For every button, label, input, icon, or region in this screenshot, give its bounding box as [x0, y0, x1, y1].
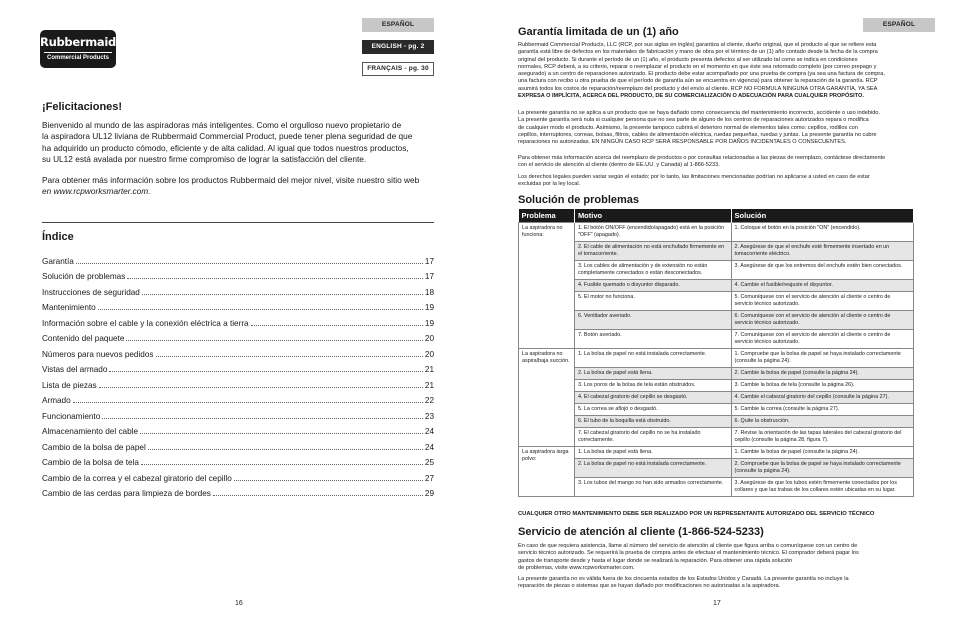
- cause-cell: 5. La correa se aflojó o desgastó.: [574, 403, 731, 415]
- toc-title: Cambio de la correa y el cabezal giratorio del cepillo: [42, 473, 232, 483]
- toc-page: 21: [424, 365, 434, 374]
- solution-cell: 6. Comuníquese con el servicio de atención al cliente o centro de servicio técnico autorizado.: [731, 310, 913, 329]
- divider: [42, 222, 434, 223]
- solution-cell: 2. Cambie la bolsa de papel (consulte la página 24).: [731, 367, 913, 379]
- toc-leader-dots: [98, 309, 423, 310]
- cause-cell: 3. Los tubos del mango no han sido armados correctamente.: [574, 477, 731, 496]
- toc-page: 19: [424, 318, 434, 328]
- cause-cell: 2. La bolsa de papel está llena.: [574, 367, 731, 379]
- tab-francais[interactable]: FRANÇAIS - pg. 30: [362, 62, 434, 76]
- toc-row[interactable]: [42, 452, 434, 468]
- toc-leader-dots: [141, 464, 423, 465]
- table-row: [519, 367, 914, 379]
- toc-page: 20: [424, 334, 434, 343]
- toc-row[interactable]: [42, 405, 434, 421]
- toc-page: 20: [424, 349, 434, 359]
- toc-row[interactable]: [42, 328, 434, 344]
- toc-row[interactable]: [42, 374, 434, 390]
- toc-row[interactable]: [42, 467, 434, 483]
- toc-title: Cambio de las cerdas para limpieza de bordes: [42, 489, 211, 498]
- toc-title: Solución de problemas: [42, 272, 126, 281]
- toc-page: 17: [424, 256, 434, 266]
- toc-leader-dots: [234, 480, 423, 481]
- toc-leader-dots: [102, 418, 423, 419]
- problem-cell: La aspiradora no funciona:: [519, 222, 575, 348]
- problem-cell: La aspiradora larga polvo:: [519, 446, 575, 496]
- table-row: [519, 446, 914, 458]
- table-footer-note: CUALQUIER OTRO MANTENIMIENTO DEBE SER REALIZADO POR UN REPRESENTANTE AUTORIZADO DEL SERVICIO TÉCNICO: [518, 511, 875, 517]
- table-row: [519, 279, 914, 291]
- toc-row[interactable]: [42, 390, 434, 406]
- toc-leader-dots: [73, 402, 423, 403]
- table-row: [519, 241, 914, 260]
- toc-title: Cambio de la bolsa de tela: [42, 458, 139, 467]
- cause-cell: 1. El botón ON/OFF (encendido/apagado) está en la posición "OFF" (apagado).: [574, 222, 731, 241]
- page-number-right: 17: [713, 600, 721, 607]
- toc-page: 22: [424, 396, 434, 405]
- table-row: [519, 310, 914, 329]
- toc-leader-dots: [148, 449, 423, 450]
- troubleshooting-table: [518, 209, 914, 497]
- header-motivo: Motivo: [574, 209, 731, 222]
- toc-page: 24: [424, 427, 434, 436]
- toc-title: Garantía: [42, 256, 74, 266]
- solution-cell: 5. Cambie la correa (consulte la página 27).: [731, 403, 913, 415]
- toc-page: 29: [424, 489, 434, 498]
- toc-page: 23: [424, 411, 434, 421]
- solution-cell: 7. Revise la orientación de las tapas laterales del cabezal giratorio del cepillo (consulte la página 28, figura 7).: [731, 427, 913, 446]
- table-row: [519, 291, 914, 310]
- website-paragraph: Para obtener más información sobre los productos Rubbermaid del mejor nivel, visite nuestro sitio web en www.rcpworksmarter.com.: [42, 175, 420, 197]
- toc-leader-dots: [140, 433, 423, 434]
- intro-paragraph: Bienvenido al mundo de las aspiradoras más inteligentes. Como el orgulloso nuevo propietario de la aspiradora UL12 liviana de Rubbermaid Commercial Product, puede tener plena seguridad de que ha adquirido un producto cómodo, eficiente y de alta calidad. Al igual que todos nuestros productos, su UL12 está avalada por nuestro firme compromiso de lograr la satisfacción del cliente.: [42, 120, 413, 165]
- cause-cell: 7. El cabezal giratorio del cepillo no se ha instalado correctamente.: [574, 427, 731, 446]
- cause-cell: 1. La bolsa de papel está llena.: [574, 446, 731, 458]
- table-row: [519, 415, 914, 427]
- cause-cell: 4. Fusible quemado o disyuntor disparado.: [574, 279, 731, 291]
- header-problema: Problema: [519, 209, 575, 222]
- solution-cell: 3. Cambie la bolsa de tela (consulte la página 26).: [731, 379, 913, 391]
- tab-espanol[interactable]: ESPAÑOL: [362, 18, 434, 32]
- table-row: [519, 222, 914, 241]
- cause-cell: 2. La bolsa de papel no está instalada correctamente.: [574, 458, 731, 477]
- toc-title: Números para nuevos pedidos: [42, 349, 154, 359]
- table-row: [519, 458, 914, 477]
- solution-cell: 4. Cambie el cabezal giratorio del cepillo (consulte la página 27).: [731, 391, 913, 403]
- header-solucion: Solución: [731, 209, 913, 222]
- toc-leader-dots: [99, 387, 423, 388]
- toc-row[interactable]: [42, 436, 434, 452]
- table-body: [519, 222, 914, 496]
- warranty-paragraph-1: Rubbermaid Commercial Products, LLC (RCP, por sus siglas en inglés) garantiza al cliente, dueño original, que el producto al que se refiere esta garantía está libre de defectos en los materiales de fabricación y mano de obra por el término de un (1) año contado desde la fecha de la compra original del producto. Si durante el período de un (1) año, el producto presenta defectos al ser utilizado tal como se indica en condiciones normales, RCP deberá, a su criterio, reparar o reemplazar el producto en el momento en que éste sea retornado completo (por correo prepago y asegurado) a un centro de reparaciones autorizado. El producto debe estar acompañado por una prueba de compra (ya sea una factura de compra, una factura con recibo u otra prueba de que el período de garantía aún se encuentra en vigencia) para obtener la reparación de la garantía. RCP asumirá todos los costos de reparación/reemplazo del producto y del envío al cliente. RCP NO FORMULA NINGUNA OTRA GARANTÍA, YA SEA EXPRESA O IMPLÍCITA, ACERCA DEL PRODUCTO, DE SU COMERCIALIZACIÓN O ADECUACIÓN PARA CUALQUIER PROPÓSITO.: [518, 42, 885, 100]
- cause-cell: 1. La bolsa de papel no está instalada correctamente.: [574, 348, 731, 367]
- toc-title: Contenido del paquete: [42, 334, 125, 343]
- table-row: [519, 391, 914, 403]
- tab-espanol-right[interactable]: ESPAÑOL: [863, 18, 935, 32]
- solution-cell: 2. Compruebe que la bolsa de papel se haya instalado correctamente (consulte la página 24).: [731, 458, 913, 477]
- cause-cell: 3. Los cables de alimentación y de extensión no están completamente conectados o están desconectados.: [574, 260, 731, 279]
- toc-leader-dots: [127, 278, 423, 279]
- index-heading: Índice: [42, 231, 74, 243]
- table-row: [519, 260, 914, 279]
- toc-page: 24: [424, 442, 434, 452]
- toc-leader-dots: [142, 294, 423, 295]
- troubleshoot-heading: Solución de problemas: [518, 194, 640, 206]
- toc-title: Instrucciones de seguridad: [42, 287, 140, 297]
- service-heading: Servicio de atención al cliente (1-866-524-5233): [518, 526, 764, 538]
- toc-leader-dots: [126, 340, 422, 341]
- toc-row[interactable]: [42, 312, 434, 328]
- toc-leader-dots: [109, 371, 423, 372]
- congrats-heading: ¡Felicitaciones!: [42, 101, 123, 113]
- toc-row[interactable]: [42, 483, 434, 499]
- toc-leader-dots: [76, 263, 423, 264]
- toc-row[interactable]: [42, 421, 434, 437]
- rubbermaid-logo: [40, 30, 116, 68]
- toc-title: Cambio de la bolsa de papel: [42, 442, 146, 452]
- toc-page: 19: [424, 303, 434, 312]
- toc-page: 25: [424, 458, 434, 467]
- toc-row[interactable]: [42, 343, 434, 359]
- service-paragraph-2: La presente garantía no es válida fuera de los cincuenta estados de los Estados Unidos y Canadá. La presente garantía no incluye la reparación de piezas o sistemas que se hayan dañado por modificaciones no autorizadas a la aspiradora.: [518, 576, 849, 590]
- solution-cell: 5. Comuníquese con el servicio de atención al cliente o centro de servicio técnico autorizado.: [731, 291, 913, 310]
- solution-cell: 1. Cambie la bolsa de papel (consulte la página 24).: [731, 446, 913, 458]
- solution-cell: 7. Comuníquese con el servicio de atención al cliente o centro de servicio técnico autorizado.: [731, 329, 913, 348]
- toc-page: 21: [424, 380, 434, 390]
- table-row: [519, 477, 914, 496]
- toc-leader-dots: [213, 495, 423, 496]
- cause-cell: 6. Ventilador averiado.: [574, 310, 731, 329]
- toc-page: 17: [424, 272, 434, 281]
- cause-cell: 2. El cable de alimentación no está enchufado firmemente en el tomacorriente.: [574, 241, 731, 260]
- toc-row[interactable]: [42, 297, 434, 313]
- logo-wordmark: Rubbermaid: [40, 35, 116, 49]
- toc-title: Lista de piezas: [42, 380, 97, 390]
- cause-cell: 6. El tubo de la boquilla está obstruido.: [574, 415, 731, 427]
- table-row: [519, 427, 914, 446]
- solution-cell: 3. Asegúrese de que los tubos estén firmemente conectados por los collares y que las trabas de los collares estén ubicadas en su lugar.: [731, 477, 913, 496]
- table-row: [519, 379, 914, 391]
- cause-cell: 7. Botón averiado.: [574, 329, 731, 348]
- toc-title: Información sobre el cable y la conexión eléctrica a tierra: [42, 318, 249, 328]
- warranty-paragraph-4: Los derechos legales pueden variar según el estado; por lo tanto, las limitaciones mencionadas podrían no aplicarse a usted en caso de estar excluidas por la ley local.: [518, 174, 870, 188]
- toc-title: Vistas del armado: [42, 365, 108, 374]
- cause-cell: 4. El cabezal giratorio del cepillo se desgastó.: [574, 391, 731, 403]
- tab-english[interactable]: ENGLISH - pg. 2: [362, 40, 434, 54]
- table-row: [519, 348, 914, 367]
- solution-cell: 2. Asegúrese de que el enchufe esté firmemente insertado en un tomacorriente eléctrico.: [731, 241, 913, 260]
- toc-row[interactable]: [42, 250, 434, 266]
- page-number-left: 16: [235, 600, 243, 607]
- solution-cell: 4. Cambie el fusible/reajuste el disyuntor.: [731, 279, 913, 291]
- toc-title: Armado: [42, 396, 71, 405]
- solution-cell: 3. Asegúrese de que los extremos del enchufe estén bien conectados.: [731, 260, 913, 279]
- toc-title: Funcionamiento: [42, 411, 101, 421]
- toc-row[interactable]: [42, 359, 434, 375]
- toc-row[interactable]: [42, 266, 434, 282]
- toc-leader-dots: [156, 356, 423, 357]
- solution-cell: 1. Coloque el botón en la posición "ON" (encendido).: [731, 222, 913, 241]
- table-row: [519, 403, 914, 415]
- toc-page: 18: [424, 287, 434, 297]
- solution-cell: 6. Quite la obstrucción.: [731, 415, 913, 427]
- table-row: [519, 329, 914, 348]
- table-header-row: [519, 209, 914, 222]
- toc-title: Almacenamiento del cable: [42, 427, 139, 436]
- warranty-paragraph-2: La presente garantía no se aplica a un producto que se haya dañado como consecuencia del mantenimiento incorrecto, accidente o uso indebido. La presente garantía será nula si cualquier persona que no sea parte de alguno de los centros de reparaciones autorizados repara o modifica de cualquier modo el producto. Asimismo, la presente tampoco cubrirá el deterioro normal de elementos tales como: cepillos, rodillos con cepillos, interruptores, correas, bolsas, filtros, cables de alimentación eléctrica, ruedas pequeñas, ruedas y juntas. La presente garantía no cubre reparaciones no autorizadas. EN NINGÚN CASO RCP SERÁ RESPONSABLE POR DAÑOS INCIDENTALES O CONSECUENTES.: [518, 110, 880, 146]
- warranty-heading: Garantía limitada de un (1) año: [518, 26, 679, 38]
- service-paragraph-1: En caso de que requiera asistencia, llame al número del servicio de atención al cliente que figura arriba o comuníquese con un centro de servicio técnico autorizado. Se requerirá la prueba de compra antes de efectuar el mantenimiento técnico. El comprador deberá pagar los gastos de transporte desde y hasta el lugar donde se realizará la reparación. Para obtener una rápida solución de problemas, visite www.rcpworksmarter.com.: [518, 543, 859, 571]
- solution-cell: 1. Compruebe que la bolsa de papel se haya instalado correctamente (consulte la página 24).: [731, 348, 913, 367]
- warranty-paragraph-3: Para obtener más información acerca del reemplazo de productos o por consultas relacionadas a las piezas de reemplazo, contáctese directamente con el servicio de atención al cliente (dentro de EE.UU. y Canadá) al 1-866-5233.: [518, 155, 886, 169]
- toc-leader-dots: [251, 325, 423, 326]
- cause-cell: 3. Los poros de la bolsa de tela están obstruidos.: [574, 379, 731, 391]
- logo-subtitle: Commercial Products: [44, 52, 112, 61]
- toc-row[interactable]: [42, 281, 434, 297]
- problem-cell: La aspiradora no aspira/baja succión.: [519, 348, 575, 446]
- cause-cell: 5. El motor no funciona.: [574, 291, 731, 310]
- toc-title: Mantenimiento: [42, 303, 96, 312]
- toc-page: 27: [424, 473, 434, 483]
